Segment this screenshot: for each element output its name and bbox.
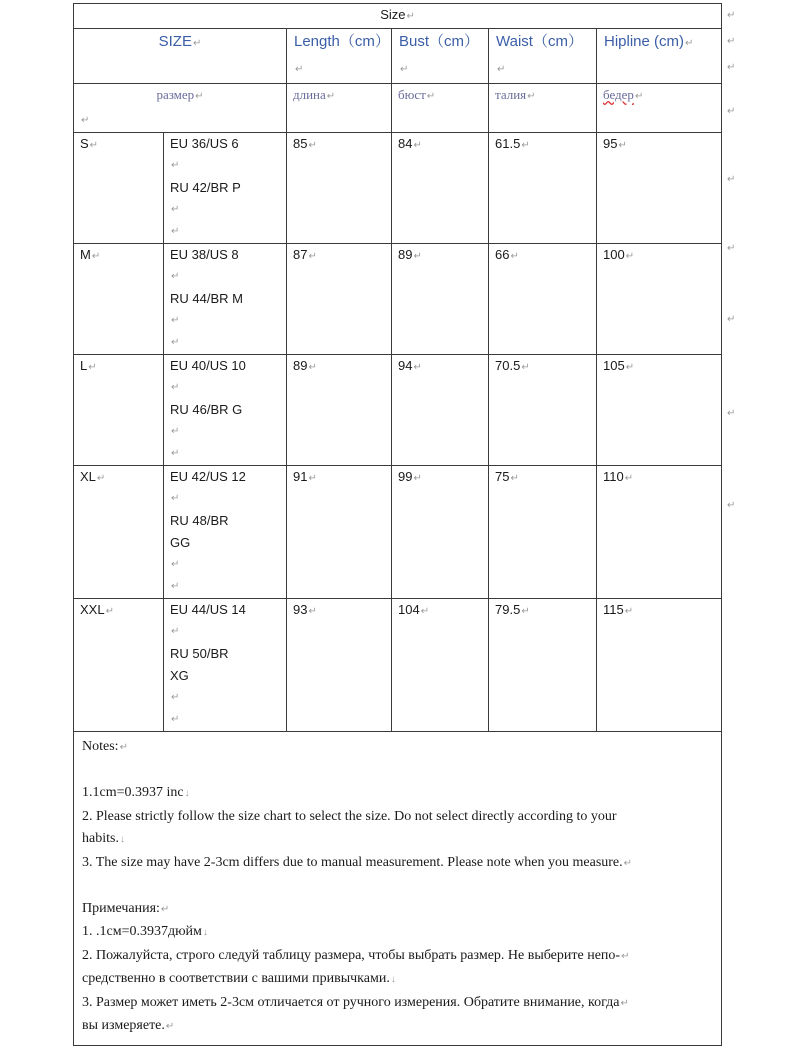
cell-bust: 94↵ xyxy=(392,355,489,466)
conv-line: EU 36/US 6 xyxy=(170,136,239,151)
length-value: 85 xyxy=(293,136,308,151)
cell-waist: 79.5↵ xyxy=(489,599,597,732)
size-label: M xyxy=(80,247,91,262)
size-chart-document xyxy=(73,3,721,1046)
table-row xyxy=(74,355,722,466)
conv-line: XG xyxy=(170,668,189,683)
waist-value: 79.5 xyxy=(495,602,521,617)
header-waist: Waist（cm）↵ xyxy=(489,29,597,84)
length-value: 89 xyxy=(293,358,308,373)
size-label: L xyxy=(80,358,88,373)
ru-header-row xyxy=(74,84,722,133)
size-label: XL xyxy=(80,469,96,484)
header-size-text: SIZE xyxy=(158,33,192,50)
ru-header-size: размер↵ ↵ xyxy=(74,84,287,133)
note-line-ru: вы измеряете. xyxy=(82,1018,165,1033)
cell-conversion: EU 36/US 6 ↵ RU 42/BR P ↵ ↵ xyxy=(164,133,287,244)
cell-bust: 99↵ xyxy=(392,466,489,599)
waist-value: 75 xyxy=(495,469,510,484)
cell-hip: 100↵ xyxy=(597,244,722,355)
cell-waist: 75↵ xyxy=(489,466,597,599)
conv-line: EU 42/US 12 xyxy=(170,469,246,484)
hip-value: 110 xyxy=(603,469,624,484)
note-line-ru: средственно в соответствии с вашими привычками. xyxy=(82,971,390,986)
cell-conversion: EU 42/US 12 ↵ RU 48/BR GG ↵ ↵ xyxy=(164,466,287,599)
cell-hip: 95↵ xyxy=(597,133,722,244)
size-table xyxy=(73,3,722,1046)
note-line: 3. The size may have 2-3cm differs due to manual measurement. Please note when you measure. xyxy=(82,854,623,870)
header-bust-text: Bust（cm） xyxy=(399,33,480,50)
hip-value: 105 xyxy=(603,358,625,373)
note-line-ru: 2. Пожалуйста, строго следуй таблицу размера, чтобы выбрать размер. Не выберите непо- xyxy=(82,947,621,963)
end-of-row-mark: ↵ xyxy=(727,500,736,511)
end-of-row-mark: ↵ xyxy=(727,174,736,185)
cell-length: 91↵ xyxy=(287,466,392,599)
conv-line: GG xyxy=(170,535,191,550)
length-value: 91 xyxy=(293,469,308,484)
conv-line: EU 40/US 10 xyxy=(170,358,246,373)
hip-value: 95 xyxy=(603,136,618,151)
cell-conversion: EU 44/US 14 ↵ RU 50/BR XG ↵ ↵ xyxy=(164,599,287,732)
notes-heading: Notes: xyxy=(82,739,119,754)
cell-size: M↵ xyxy=(74,244,164,355)
cell-length: 87↵ xyxy=(287,244,392,355)
notes-ru-heading: Примечания: xyxy=(82,900,160,916)
table-title-text: Size xyxy=(380,7,406,22)
header-row xyxy=(74,29,722,84)
notes-row xyxy=(74,732,722,1046)
ru-header-length: длина↵ xyxy=(287,84,392,133)
size-label: S xyxy=(80,136,89,151)
title-row xyxy=(74,4,722,29)
length-value: 87 xyxy=(293,247,308,262)
cell-waist: 70.5↵ xyxy=(489,355,597,466)
conv-line: RU 42/BR P xyxy=(170,180,241,195)
cell-waist: 66↵ xyxy=(489,244,597,355)
end-of-row-mark: ↵ xyxy=(727,36,736,47)
cell-size: XL↵ xyxy=(74,466,164,599)
cell-size: XXL↵ xyxy=(74,599,164,732)
ru-header-bust: бюст↵ xyxy=(392,84,489,133)
header-length-text: Length（cm） xyxy=(294,33,390,50)
header-hipline-text: Hipline (cm) xyxy=(604,33,685,50)
waist-value: 70.5 xyxy=(495,358,521,373)
ru-header-waist: талия↵ xyxy=(489,84,597,133)
table-title: Size↵ xyxy=(74,4,722,29)
cell-size: L↵ xyxy=(74,355,164,466)
end-of-row-mark: ↵ xyxy=(727,10,736,21)
conv-line: RU 50/BR xyxy=(170,646,229,661)
note-line-ru: 3. Размер может иметь 2-3см отличается от ручного измерения. Обратите внимание, когда xyxy=(82,994,620,1010)
bust-value: 84 xyxy=(398,136,413,151)
note-line: 2. Please strictly follow the size chart to select the size. Do not select directly according to your xyxy=(82,808,617,824)
header-size: SIZE↵ xyxy=(74,29,287,84)
cell-length: 89↵ xyxy=(287,355,392,466)
table-row xyxy=(74,244,722,355)
waist-value: 61.5 xyxy=(495,136,521,151)
cell-size: S↵ xyxy=(74,133,164,244)
conv-line: EU 38/US 8 xyxy=(170,247,239,262)
size-label: XXL xyxy=(80,602,105,617)
cell-length: 85↵ xyxy=(287,133,392,244)
ru-header-waist-text: талия xyxy=(495,87,527,102)
conv-line: RU 44/BR M xyxy=(170,291,243,306)
cell-hip: 110↵ xyxy=(597,466,722,599)
hip-value: 115 xyxy=(603,602,624,617)
note-line: habits. xyxy=(82,831,119,846)
note-line: 1.1cm=0.3937 inc xyxy=(82,785,184,800)
end-of-row-mark: ↵ xyxy=(727,408,736,419)
bust-value: 94 xyxy=(398,358,413,373)
conv-line: RU 46/BR G xyxy=(170,402,243,417)
ru-header-hip-text: бедер xyxy=(603,87,634,102)
header-bust: Bust（cm）↵ xyxy=(392,29,489,84)
table-row xyxy=(74,133,722,244)
table-row xyxy=(74,466,722,599)
cell-waist: 61.5↵ xyxy=(489,133,597,244)
end-of-row-mark: ↵ xyxy=(727,243,736,254)
end-of-row-mark: ↵ xyxy=(727,106,736,117)
bust-value: 104 xyxy=(398,602,420,617)
cell-conversion: EU 38/US 8 ↵ RU 44/BR M ↵ ↵ xyxy=(164,244,287,355)
cell-conversion: EU 40/US 10 ↵ RU 46/BR G ↵ ↵ xyxy=(164,355,287,466)
note-line-ru: 1. .1см=0.3937дюйм xyxy=(82,924,202,939)
bust-value: 89 xyxy=(398,247,413,262)
header-length: Length（cm）↵ xyxy=(287,29,392,84)
header-hipline: Hipline (cm)↵ xyxy=(597,29,722,84)
cell-bust: 104↵ xyxy=(392,599,489,732)
ru-header-length-text: длина xyxy=(293,87,326,102)
ru-header-size-text: размер xyxy=(156,87,195,102)
conv-line: RU 48/BR xyxy=(170,513,229,528)
conv-line: EU 44/US 14 xyxy=(170,602,246,617)
end-of-row-mark: ↵ xyxy=(727,62,736,73)
hip-value: 100 xyxy=(603,247,625,262)
end-of-row-mark: ↵ xyxy=(727,314,736,325)
cell-length: 93↵ xyxy=(287,599,392,732)
cell-bust: 89↵ xyxy=(392,244,489,355)
table-row xyxy=(74,599,722,732)
waist-value: 66 xyxy=(495,247,510,262)
header-waist-text: Waist（cm） xyxy=(496,33,583,50)
cell-bust: 84↵ xyxy=(392,133,489,244)
notes-cell: Notes:↵ 1.1cm=0.3937 inc↓ 2. Please strictly follow the size chart to select the size. Do not select directly according to your habits.↓ 3. The size may have 2-3cm differs due to manual measurement. Please note when you measure.↵ Примечания:↵ 1. .1см=0.3937дюйм↓ 2. Пожалуйста, строго следуй таблицу размера, чтобы выбрать размер. Не выберите непо-↵ средственно в соответствии с вашими привычками.↓ 3. Размер может иметь 2-3см отличается от ручного измерения. Обратите внимание, когда↵ вы измеряете.↵ xyxy=(74,732,722,1046)
bust-value: 99 xyxy=(398,469,413,484)
ru-header-bust-text: бюст xyxy=(398,87,426,102)
cell-hip: 105↵ xyxy=(597,355,722,466)
ru-header-hip: бедер↵ xyxy=(597,84,722,133)
cell-hip: 115↵ xyxy=(597,599,722,732)
length-value: 93 xyxy=(293,602,308,617)
